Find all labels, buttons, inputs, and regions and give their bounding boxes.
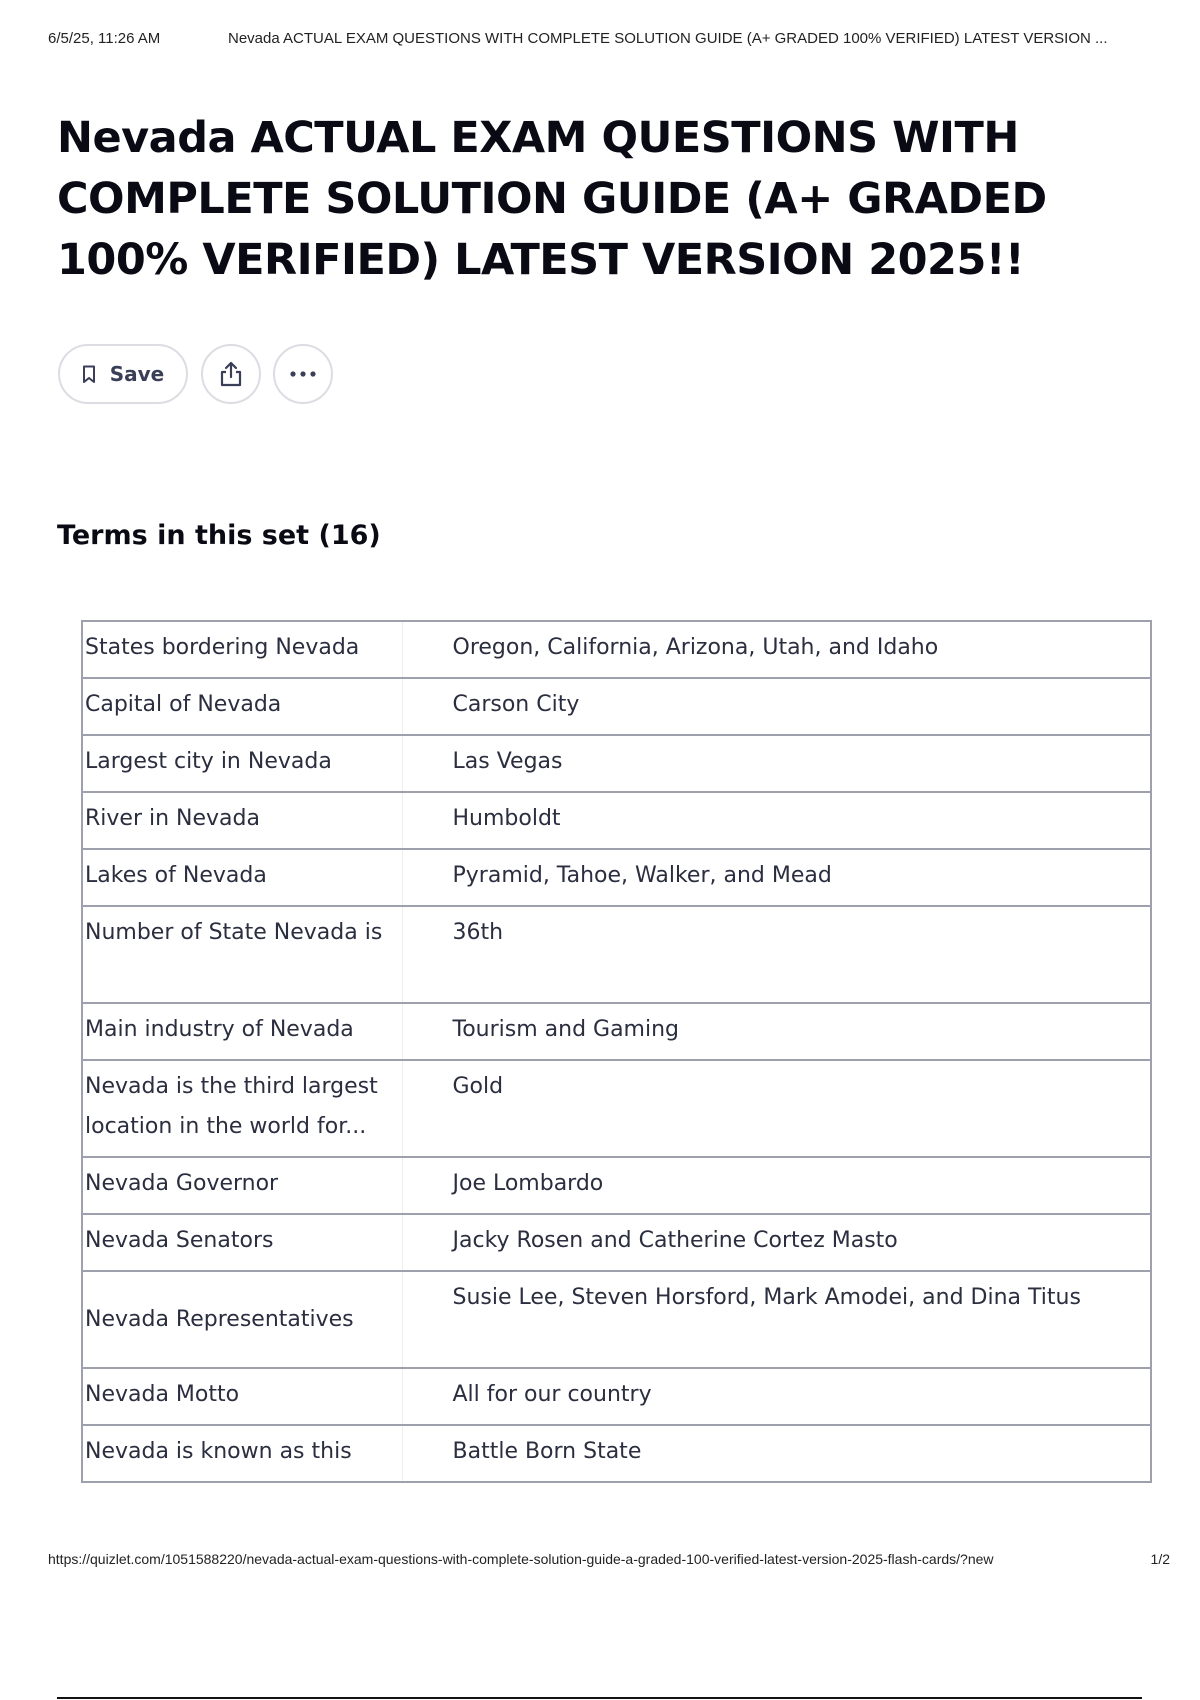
definition-text: Pyramid, Tahoe, Walker, and Mead <box>452 863 832 888</box>
definition-text: Susie Lee, Steven Horsford, Mark Amodei, and Dina Titus <box>452 1285 1081 1310</box>
page-divider <box>57 1697 1142 1699</box>
definition-text: Gold <box>452 1074 504 1099</box>
term-row <box>82 1425 1151 1482</box>
bookmark-icon <box>82 365 96 384</box>
term-text: Nevada is known as this <box>82 1425 402 1482</box>
definition-text: Humboldt <box>452 806 561 831</box>
print-date: 6/5/25, 11:26 AM <box>48 30 161 47</box>
share-icon <box>218 360 244 388</box>
definition-text: 36th <box>452 920 504 945</box>
term-row <box>82 849 1151 906</box>
term-text: Largest city in Nevada <box>82 735 402 792</box>
page-number: 1/2 <box>1150 1551 1170 1567</box>
terms-table <box>81 620 1152 1483</box>
term-text: Nevada Motto <box>82 1368 402 1425</box>
term-row <box>82 621 1151 678</box>
term-row <box>82 735 1151 792</box>
term-text: Number of State Nevada is <box>82 906 402 1003</box>
term-row <box>82 906 1151 1003</box>
save-button-label: Save <box>109 362 165 386</box>
page-url: https://quizlet.com/1051588220/nevada-actual-exam-questions-with-complete-solution-guide-a-graded-100-verified-latest-version-2025-flash-cards/?new <box>48 1551 994 1567</box>
term-row <box>82 1214 1151 1271</box>
terms-section-title: Terms in this set (16) <box>57 520 381 551</box>
share-button[interactable] <box>201 344 261 404</box>
print-header <box>48 30 1170 50</box>
print-footer <box>48 1551 1180 1571</box>
term-text: Nevada Representatives <box>82 1271 402 1368</box>
more-icon <box>289 370 317 378</box>
save-button[interactable] <box>58 344 188 404</box>
term-text: Lakes of Nevada <box>82 849 402 906</box>
term-row <box>82 792 1151 849</box>
definition-text: All for our country <box>452 1382 652 1407</box>
term-text: River in Nevada <box>82 792 402 849</box>
term-text: States bordering Nevada <box>82 621 402 678</box>
print-doc-title: Nevada ACTUAL EXAM QUESTIONS WITH COMPLETE SOLUTION GUIDE (A+ GRADED 100% VERIFIED) LATEST VERSION ... <box>228 30 1108 47</box>
term-row <box>82 1271 1151 1368</box>
definition-text: Battle Born State <box>452 1439 642 1464</box>
definition-text: Las Vegas <box>452 749 563 774</box>
term-row <box>82 678 1151 735</box>
page-title: Nevada ACTUAL EXAM QUESTIONS WITH COMPLETE SOLUTION GUIDE (A+ GRADED 100% VERIFIED) LATEST VERSION 2025!! <box>57 113 1047 285</box>
more-options-button[interactable] <box>273 344 333 404</box>
term-text: Nevada is the third largest location in the world for... <box>82 1060 402 1157</box>
definition-text: Jacky Rosen and Catherine Cortez Masto <box>452 1228 898 1253</box>
term-text: Nevada Governor <box>82 1157 402 1214</box>
term-text: Capital of Nevada <box>82 678 402 735</box>
term-row <box>82 1003 1151 1060</box>
definition-text: Carson City <box>452 692 580 717</box>
term-text: Main industry of Nevada <box>82 1003 402 1060</box>
term-row <box>82 1368 1151 1425</box>
term-text: Nevada Senators <box>82 1214 402 1271</box>
term-row <box>82 1060 1151 1157</box>
term-row <box>82 1157 1151 1214</box>
definition-text: Tourism and Gaming <box>452 1017 680 1042</box>
definition-text: Joe Lombardo <box>452 1171 604 1196</box>
definition-text: Oregon, California, Arizona, Utah, and Idaho <box>452 635 939 660</box>
